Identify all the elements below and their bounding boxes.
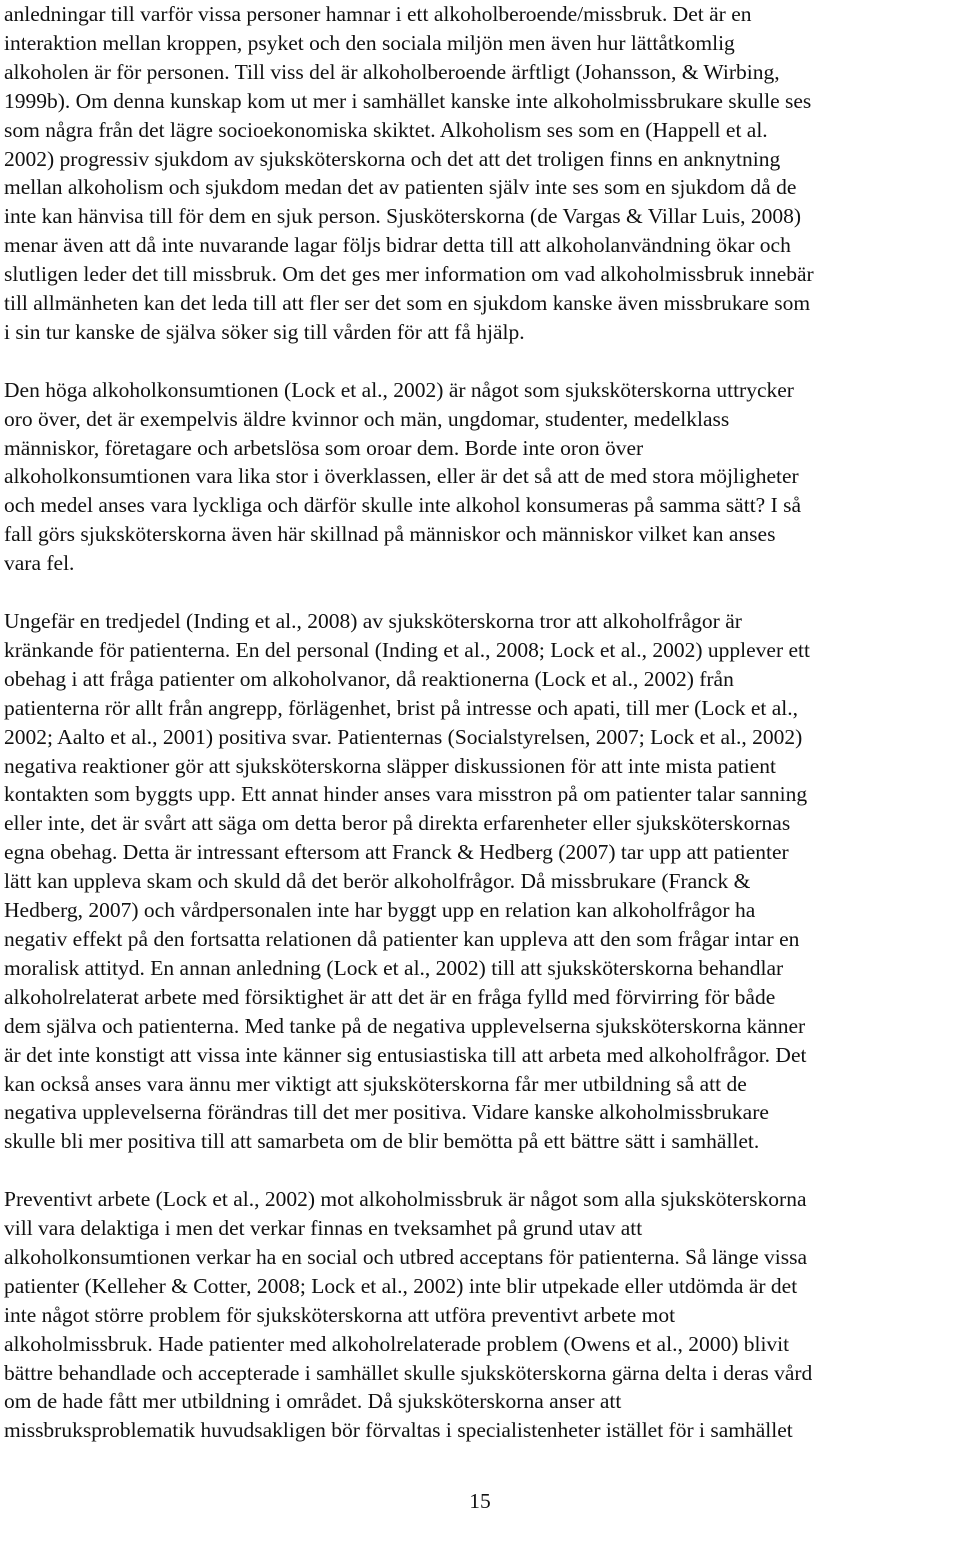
paragraph [4,1185,956,1445]
text-line: till allmänheten kan det leda till att fler ser det som en sjukdom kanske även missbrukare som [4,291,811,316]
text-line: mellan alkoholism och sjukdom medan det av patienten själv inte ses som en sjukdom då de [4,175,797,200]
text-line: i sin tur kanske de själva söker sig till vården för att få hjälp. [4,319,525,344]
text-line: inte kan hänvisa till för dem en sjuk person. Sjusköterskorna (de Vargas & Villar Luis, 2008) [4,204,802,229]
text-line: vara fel. [4,551,75,576]
paragraph [4,0,956,347]
paragraph [4,376,956,578]
text-line: fall görs sjuksköterskorna även här skillnad på människor och människor vilket kan anses [4,522,776,547]
text-line: missbruksproblematik huvudsakligen bör förvaltas i specialistenheter istället för i samhället [4,1418,793,1443]
document-page [4,0,956,1543]
paragraph-gap [4,1156,956,1185]
text-line: inte något större problem för sjuksköterskorna att utföra preventivt arbete mot [4,1302,676,1327]
text-line: interaktion mellan kroppen, psyket och den sociala miljön men även hur lättåtkomlig [4,30,735,55]
text-line: Den höga alkoholkonsumtionen (Lock et al., 2002) är något som sjuksköterskorna uttrycker [4,377,794,402]
text-line: slutligen leder det till missbruk. Om det ges mer information om vad alkoholmissbruk innebär [4,262,814,287]
text-line: eller inte, det är svårt att säga om detta beror på direkta erfarenheter eller sjuksköterskornas [4,811,791,836]
text-line: alkoholkonsumtionen verkar ha en social och utbred acceptans för patienterna. Så länge vissa [4,1244,807,1269]
paragraph-gap [4,578,956,607]
text-line: 2002; Aalto et al., 2001) positiva svar. Patienternas (Socialstyrelsen, 2007; Lock et al., 2002) [4,724,803,749]
text-line: kan också anses vara ännu mer viktigt att sjuksköterskorna får mer utbildning så att de [4,1071,747,1096]
text-line: negativ effekt på den fortsatta relationen då patienter kan uppleva att den som frågar intar en [4,926,800,951]
text-line: kontakten som byggts upp. Ett annat hinder anses vara misstron på om patienter talar sanning [4,782,808,807]
text-line: människor, företagare och arbetslösa som oroar dem. Borde inte oron över [4,435,644,460]
text-line: alkoholrelaterat arbete med försiktighet är att det är en fråga fylld med förvirring för både [4,984,776,1009]
text-line: Ungefär en tredjedel (Inding et al., 2008) av sjuksköterskorna tror att alkoholfrågor är [4,609,742,633]
text-line: patienter (Kelleher & Cotter, 2008; Lock et al., 2002) inte blir utpekade eller utdömda är det [4,1273,798,1298]
text-line: är det inte konstigt att vissa inte känner sig entusiastiska till att arbeta med alkoholfrågor. Det [4,1042,807,1067]
text-line: dem själva och patienterna. Med tanke på de negativa upplevelserna sjuksköterskorna känner [4,1013,806,1038]
text-line: Hedberg, 2007) och vårdpersonalen inte har byggt upp en relation kan alkoholfrågor ha [4,898,756,923]
text-line: vill vara delaktiga i men det verkar finnas en tveksamhet på grund utav att [4,1216,643,1241]
text-line: bättre behandlade och accepterade i samhället skulle sjuksköterskorna gärna delta i deras vård [4,1360,813,1385]
paragraph-gap [4,347,956,376]
text-line: 1999b). Om denna kunskap kom ut mer i samhället kanske inte alkoholmissbrukare skulle ses [4,88,812,113]
text-line: oro över, det är exempelvis äldre kvinnor och män, ungdomar, studenter, medelklass [4,406,730,431]
text-line: moralisk attityd. En annan anledning (Lock et al., 2002) till att sjuksköterskorna behandlar [4,955,784,980]
text-line: alkoholkonsumtionen vara lika stor i överklassen, eller är det så att de med stora möjligheter [4,464,799,489]
text-line: kränkande för patienterna. En del personal (Inding et al., 2008; Lock et al., 2002) upplever ett [4,637,810,662]
text-line: lätt kan uppleva skam och skuld då det berör alkoholfrågor. Då missbrukare (Franck & [4,869,751,894]
text-line: alkoholmissbruk. Hade patienter med alkoholrelaterade problem (Owens et al., 2000) blivit [4,1331,790,1356]
body-text [4,0,956,1445]
text-line: obehag i att fråga patienter om alkoholvanor, då reaktionerna (Lock et al., 2002) från [4,666,734,691]
text-line: 2002) progressiv sjukdom av sjuksköterskorna och det att det troligen finns en anknytning [4,146,781,171]
paragraph [4,607,956,1156]
text-line: skulle bli mer positiva till att samarbeta om de blir bemötta på ett bättre sätt i samhället. [4,1129,760,1154]
text-line: egna obehag. Detta är intressant eftersom att Franck & Hedberg (2007) tar upp att patienter [4,840,789,865]
text-line: negativa reaktioner gör att sjuksköterskorna släpper diskussionen för att inte mista patient [4,753,777,778]
text-line: om de hade fått mer utbildning i området. Då sjuksköterskorna anser att [4,1389,622,1414]
text-line: alkoholen är för personen. Till viss del är alkoholberoende ärftligt (Johansson, & Wirbing, [4,59,780,84]
text-line: patienterna rör allt från angrepp, förlägenhet, brist på intresse och apati, till mer (Lock et al., [4,695,798,720]
text-line: anledningar till varför vissa personer hamnar i ett alkoholberoende/missbruk. Det är en [4,2,752,26]
text-line: negativa upplevelserna förändras till det mer positiva. Vidare kanske alkoholmissbrukare [4,1100,769,1125]
page-number: 15 [469,1489,491,1513]
text-line: och medel anses vara lyckliga och därför skulle inte alkohol konsumeras på samma sätt? I så [4,493,802,518]
text-line: menar även att då inte nuvarande lagar följs bidrar detta till att alkoholanvändning ökar och [4,233,791,258]
text-line: Preventivt arbete (Lock et al., 2002) mot alkoholmissbruk är något som alla sjuksköterskorna [4,1187,807,1212]
text-line: som några från det lägre socioekonomiska skiktet. Alkoholism ses som en (Happell et al. [4,117,768,142]
